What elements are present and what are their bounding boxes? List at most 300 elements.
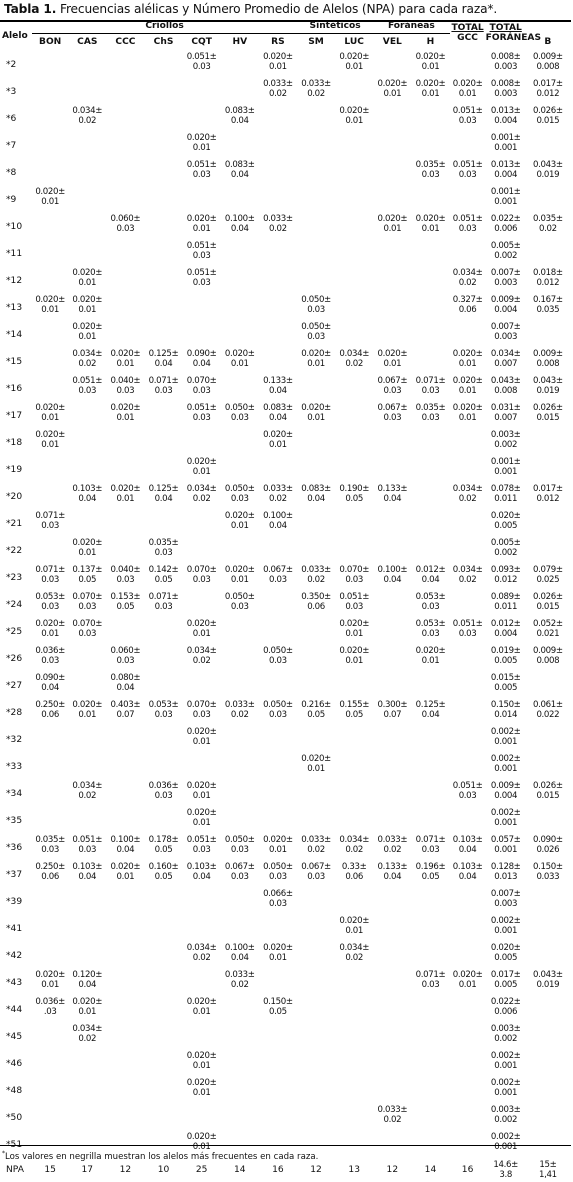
standard-error: 0.04 [307, 494, 325, 504]
frequency-cell [68, 483, 106, 510]
table-row [0, 1104, 570, 1131]
frequency-cell [526, 321, 570, 348]
standard-error: 0.01 [41, 197, 60, 207]
frequency-cell [450, 321, 486, 348]
frequency-value: 0.051± [72, 376, 103, 386]
standard-error: 0.02 [307, 575, 325, 585]
frequency-value: 0.100± [110, 835, 141, 845]
frequency-cell [144, 888, 182, 915]
frequency-value: 0.020± [301, 349, 331, 359]
frequency-cell [297, 321, 335, 348]
frequency-cell [106, 456, 144, 483]
frequency-value: 0.33± [341, 862, 367, 872]
allele-label: *20 [6, 492, 23, 502]
npa-value: 25 [195, 1165, 208, 1175]
standard-error: 0.04 [41, 683, 60, 693]
frequency-cell [450, 213, 486, 240]
standard-error: 0.01 [78, 548, 97, 558]
frequency-cell [183, 348, 221, 375]
standard-error: 0.021 [536, 629, 560, 639]
frequency-cell [259, 1077, 297, 1104]
frequency-value: 0.070± [186, 376, 217, 386]
frequency-cell [221, 591, 259, 618]
frequency-cell [144, 402, 182, 429]
frequency-cell [297, 105, 335, 132]
frequency-value: 0.001± [490, 133, 521, 143]
frequency-cell [373, 780, 411, 807]
frequency-cell [68, 861, 106, 888]
frequency-cell [335, 1077, 373, 1104]
frequency-cell [32, 510, 68, 537]
frequency-cell [411, 78, 449, 105]
frequency-cell [411, 483, 449, 510]
frequency-cell [526, 348, 570, 375]
frequency-value: 0.034± [490, 349, 521, 359]
frequency-cell [259, 1104, 297, 1131]
frequency-cell [450, 348, 486, 375]
breed-header-cas: CAS [77, 37, 98, 47]
table-row [0, 294, 570, 321]
frequency-cell [411, 699, 449, 726]
frequency-cell [68, 915, 106, 942]
frequency-cell [486, 78, 526, 105]
standard-error: 0.01 [116, 494, 135, 504]
standard-error: 0.01 [41, 629, 60, 639]
frequency-value: 0.020± [72, 538, 103, 548]
frequency-value: 0.125± [148, 349, 179, 359]
frequency-cell [411, 780, 449, 807]
standard-error: 0.02 [78, 359, 97, 369]
frequency-cell [411, 1023, 449, 1050]
standard-error: 0.003 [494, 62, 518, 72]
frequency-value: 0.008± [490, 52, 521, 62]
frequency-value: 0.125± [415, 700, 446, 710]
frequency-value: 0.009± [490, 295, 521, 305]
frequency-value: 0.051± [186, 52, 217, 62]
frequency-value: 0.250± [35, 700, 66, 710]
frequency-cell [68, 1050, 106, 1077]
frequency-cell [335, 537, 373, 564]
standard-error: 0.002 [494, 1034, 518, 1044]
frequency-cell [526, 483, 570, 510]
frequency-value: 0.009± [533, 349, 563, 359]
standard-error: 0.04 [383, 872, 402, 882]
frequency-cell [411, 618, 449, 645]
table-row [0, 105, 570, 132]
frequency-cell [32, 969, 68, 996]
frequency-value: 0.050± [224, 592, 255, 602]
standard-error: 0.04 [192, 872, 211, 882]
standard-error: 0.03 [116, 575, 135, 585]
frequency-cell [259, 105, 297, 132]
standard-error: 0.04 [230, 116, 249, 126]
frequency-cell [373, 186, 411, 213]
frequency-cell [526, 699, 570, 726]
npa-total-value: 14.6± [493, 1160, 518, 1170]
frequency-value: 0.020± [452, 403, 483, 413]
frequency-cell [526, 105, 570, 132]
frequency-value: 0.150± [533, 862, 563, 872]
frequency-cell [144, 591, 182, 618]
frequency-cell [259, 51, 297, 78]
frequency-cell [259, 510, 297, 537]
standard-error: 0.01 [383, 89, 402, 99]
frequency-cell [411, 591, 449, 618]
frequency-cell [32, 645, 68, 672]
standard-error: 0.05 [116, 602, 135, 612]
allele-label: *2 [6, 60, 17, 70]
frequency-cell [486, 996, 526, 1023]
frequency-cell [450, 942, 486, 969]
frequency-cell [68, 591, 106, 618]
standard-error: 0.01 [345, 656, 364, 666]
breed-header-rs: RS [271, 37, 285, 47]
frequency-cell [68, 240, 106, 267]
table-row [0, 564, 570, 591]
frequency-cell [450, 1077, 486, 1104]
frequency-cell [183, 645, 221, 672]
frequency-value: 0.034± [452, 268, 483, 278]
frequency-cell [183, 969, 221, 996]
frequency-value: 0.250± [35, 862, 66, 872]
standard-error: 0.03 [230, 413, 249, 423]
standard-error: 0.01 [78, 710, 97, 720]
frequency-value: 0.020± [452, 349, 483, 359]
frequency-value: 0.051± [186, 835, 217, 845]
frequency-cell [450, 429, 486, 456]
standard-error: 0.05 [154, 575, 173, 585]
frequency-cell [297, 132, 335, 159]
standard-error: 0.03 [154, 548, 173, 558]
frequency-cell [221, 618, 259, 645]
frequency-cell [106, 1023, 144, 1050]
standard-error: 0.04 [116, 845, 135, 855]
frequency-cell [106, 807, 144, 834]
frequency-value: 0.020± [377, 349, 408, 359]
standard-error: 0.01 [307, 359, 325, 369]
frequency-cell [373, 618, 411, 645]
frequency-value: 0.020± [72, 997, 103, 1007]
frequency-value: 0.133± [263, 376, 293, 386]
frequency-value: 0.079± [533, 565, 563, 575]
standard-error: 0.01 [41, 440, 60, 450]
frequency-cell [335, 942, 373, 969]
frequency-cell [68, 78, 106, 105]
frequency-cell [335, 591, 373, 618]
frequency-value: 0.035± [415, 403, 446, 413]
standard-error: 0.05 [154, 872, 173, 882]
frequency-cell [183, 267, 221, 294]
frequency-cell [68, 1077, 106, 1104]
standard-error: 0.03 [230, 872, 249, 882]
frequency-cell [183, 105, 221, 132]
standard-error: 0.03 [421, 602, 440, 612]
frequency-cell [183, 1104, 221, 1131]
standard-error: 0.03 [78, 629, 97, 639]
frequency-cell [32, 888, 68, 915]
frequency-cell [450, 294, 486, 321]
frequency-cell [486, 1023, 526, 1050]
standard-error: 0.03 [192, 170, 211, 180]
table-row [0, 591, 570, 618]
frequency-value: 0.051± [339, 592, 370, 602]
frequency-cell [32, 591, 68, 618]
standard-error: 0.03 [269, 710, 287, 720]
frequency-value: 0.034± [339, 943, 370, 953]
standard-error: 0.008 [536, 656, 560, 666]
frequency-value: 0.020± [35, 970, 66, 980]
standard-error: 0.01 [458, 980, 477, 990]
frequency-cell [32, 321, 68, 348]
standard-error: 0.03 [41, 845, 60, 855]
standard-error: 0.02 [192, 494, 211, 504]
frequency-value: 0.070± [339, 565, 370, 575]
table-row [0, 51, 570, 78]
table-row [0, 888, 570, 915]
allele-label: *45 [6, 1032, 23, 1042]
frequency-value: 0.036± [35, 646, 66, 656]
standard-error: 0.033 [536, 872, 560, 882]
frequency-cell [526, 294, 570, 321]
frequency-value: 0.051± [186, 160, 217, 170]
frequency-value: 0.022± [490, 214, 521, 224]
table-row [0, 348, 570, 375]
table-row [0, 618, 570, 645]
npa-total-foraneas [526, 1158, 570, 1182]
frequency-cell [335, 726, 373, 753]
frequency-cell [183, 186, 221, 213]
standard-error: 0.005 [494, 953, 518, 963]
frequency-value: 0.103± [452, 835, 483, 845]
frequency-value: 0.034± [186, 646, 217, 656]
frequency-cell [259, 591, 297, 618]
standard-error: 0.002 [494, 440, 518, 450]
frequency-cell [183, 861, 221, 888]
frequency-value: 0.071± [415, 970, 446, 980]
table-row [0, 807, 570, 834]
frequency-value: 0.051± [186, 268, 217, 278]
frequency-cell [259, 159, 297, 186]
frequency-cell [221, 645, 259, 672]
standard-error: 0.06 [307, 602, 325, 612]
frequency-cell [259, 1023, 297, 1050]
standard-error: 0.03 [458, 629, 477, 639]
frequency-cell [526, 375, 570, 402]
frequency-value: 0.070± [72, 592, 103, 602]
frequency-cell [297, 537, 335, 564]
frequency-value: 0.034± [339, 349, 370, 359]
frequency-value: 0.020± [186, 1051, 217, 1061]
frequency-cell [335, 564, 373, 591]
frequency-value: 0.083± [263, 403, 293, 413]
standard-error: 0.015 [536, 413, 560, 423]
standard-error: 0.001 [494, 845, 518, 855]
frequency-cell [259, 942, 297, 969]
frequency-cell [297, 861, 335, 888]
frequency-cell [486, 294, 526, 321]
frequency-value: 0.050± [301, 322, 331, 332]
standard-error: 0.03 [41, 521, 60, 531]
frequency-value: 0.043± [533, 376, 563, 386]
frequency-value: 0.050± [224, 484, 255, 494]
standard-error: 0.01 [345, 62, 364, 72]
standard-error: 0.004 [494, 791, 518, 801]
frequency-cell [297, 1023, 335, 1050]
frequency-cell [450, 267, 486, 294]
frequency-cell [335, 267, 373, 294]
frequency-value: 0.034± [72, 106, 103, 116]
frequency-cell [526, 240, 570, 267]
frequency-cell [144, 1023, 182, 1050]
frequency-cell [526, 807, 570, 834]
frequency-cell [373, 591, 411, 618]
frequency-cell [106, 402, 144, 429]
allele-label: *17 [6, 411, 23, 421]
frequency-cell [373, 969, 411, 996]
frequency-cell [106, 564, 144, 591]
table-row [0, 996, 570, 1023]
standard-error: 0.015 [536, 116, 560, 126]
frequency-cell [183, 1023, 221, 1050]
frequency-cell [450, 699, 486, 726]
allele-label: *32 [6, 735, 23, 745]
frequency-cell [106, 429, 144, 456]
frequency-cell [68, 618, 106, 645]
frequency-value: 0.033± [301, 79, 331, 89]
npa-total-error: 1,41 [539, 1170, 557, 1180]
table-row [0, 699, 570, 726]
frequency-cell [68, 402, 106, 429]
frequency-value: 0.083± [224, 106, 255, 116]
standard-error: 0.02 [78, 1034, 97, 1044]
frequency-cell [221, 348, 259, 375]
frequency-cell [526, 1077, 570, 1104]
frequency-cell [526, 1023, 570, 1050]
frequency-cell [411, 348, 449, 375]
frequency-cell [373, 348, 411, 375]
frequency-cell [335, 672, 373, 699]
frequency-cell [183, 240, 221, 267]
frequency-value: 0.020± [110, 403, 141, 413]
frequency-cell [335, 132, 373, 159]
frequency-cell [335, 888, 373, 915]
allele-label: *15 [6, 357, 23, 367]
npa-value: 12 [386, 1165, 399, 1175]
frequency-cell [297, 915, 335, 942]
standard-error: 0.01 [230, 575, 249, 585]
frequency-cell [411, 186, 449, 213]
frequency-cell [221, 321, 259, 348]
frequency-cell [526, 78, 570, 105]
frequency-value: 0.100± [224, 214, 255, 224]
frequency-cell [183, 375, 221, 402]
frequency-cell [183, 915, 221, 942]
frequency-cell [106, 996, 144, 1023]
standard-error: 0.06 [458, 305, 477, 315]
frequency-cell [183, 942, 221, 969]
standard-error: 0.02 [458, 494, 477, 504]
standard-error: 0.05 [345, 494, 364, 504]
table-caption [4, 2, 497, 16]
standard-error: 0.02 [458, 575, 477, 585]
standard-error: 0.03 [269, 872, 287, 882]
frequency-cell [32, 213, 68, 240]
table-row [0, 1050, 570, 1077]
frequency-value: 0.003± [490, 430, 521, 440]
frequency-cell [450, 780, 486, 807]
breed-header-luc: LUC [344, 37, 364, 47]
frequency-cell [32, 1104, 68, 1131]
standard-error: 0.02 [269, 89, 287, 99]
table-row [0, 402, 570, 429]
frequency-cell [221, 429, 259, 456]
frequency-value: 0.050± [301, 295, 331, 305]
frequency-value: 0.035± [148, 538, 179, 548]
frequency-cell [183, 78, 221, 105]
table-row [0, 483, 570, 510]
frequency-value: 0.020± [224, 349, 255, 359]
frequency-value: 0.001± [490, 187, 521, 197]
frequency-cell [411, 51, 449, 78]
standard-error: 0.04 [383, 575, 402, 585]
frequency-value: 0.033± [377, 1105, 408, 1115]
frequency-value: 0.020± [72, 700, 103, 710]
frequency-cell [68, 105, 106, 132]
frequency-cell [144, 510, 182, 537]
frequency-cell [221, 159, 259, 186]
npa-value: 15 [44, 1165, 56, 1175]
frequency-cell [183, 996, 221, 1023]
frequency-cell [221, 942, 259, 969]
frequency-cell [183, 510, 221, 537]
frequency-value: 0.053± [415, 592, 446, 602]
bottom-rule [0, 1145, 571, 1146]
standard-error: 0.06 [41, 710, 60, 720]
allele-label: *12 [6, 276, 23, 286]
footnote [2, 1150, 318, 1162]
frequency-cell [106, 375, 144, 402]
standard-error: 0.03 [154, 602, 173, 612]
table-row [0, 861, 570, 888]
standard-error: 0.03 [307, 305, 325, 315]
frequency-cell [297, 672, 335, 699]
frequency-value: 0.020± [263, 430, 293, 440]
frequency-value: 0.020± [301, 754, 331, 764]
frequency-cell [221, 294, 259, 321]
frequency-cell [526, 618, 570, 645]
frequency-value: 0.034± [339, 835, 370, 845]
frequency-cell [297, 402, 335, 429]
standard-error: 0.03 [192, 575, 211, 585]
standard-error: 0.002 [494, 251, 518, 261]
frequency-cell [335, 1050, 373, 1077]
standard-error: 0.001 [494, 1142, 518, 1152]
frequency-cell [259, 429, 297, 456]
frequency-value: 0.022± [490, 997, 521, 1007]
frequency-cell [297, 1050, 335, 1077]
allele-label: *21 [6, 519, 23, 529]
frequency-cell [221, 888, 259, 915]
table-row [0, 78, 570, 105]
frequency-cell [411, 645, 449, 672]
frequency-value: 0.103± [186, 862, 217, 872]
standard-error: 0.02 [307, 845, 325, 855]
standard-error: 0.01 [192, 143, 211, 153]
standard-error: 0.03 [458, 224, 477, 234]
standard-error: 0.014 [494, 710, 518, 720]
frequency-cell [450, 1050, 486, 1077]
frequency-cell [486, 807, 526, 834]
